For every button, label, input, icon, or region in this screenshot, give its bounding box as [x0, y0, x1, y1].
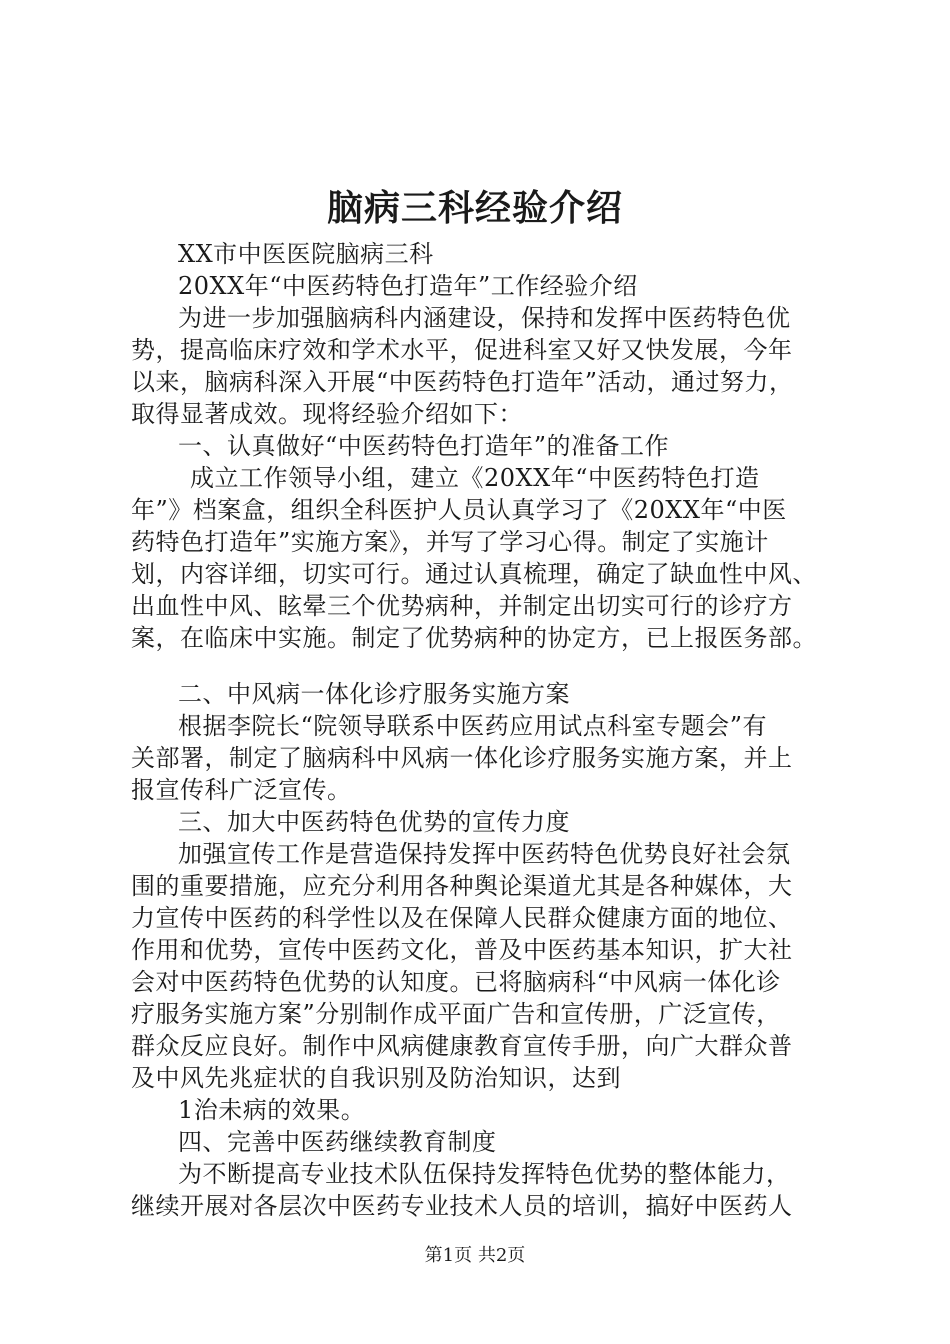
paragraph-line: 力宣传中医药的科学性以及在保障人民群众健康方面的地位、	[131, 904, 793, 932]
paragraph-line: 继续开展对各层次中医药专业技术人员的培训，搞好中医药人	[131, 1192, 793, 1220]
paragraph-line: 疗服务实施方案”分别制作成平面广告和宣传册，广泛宣传，	[131, 1000, 781, 1028]
paragraph-line: 报宣传科广泛宣传。	[131, 776, 352, 804]
paragraph-line: 关部署，制定了脑病科中风病一体化诊疗服务实施方案，并上	[131, 744, 793, 772]
paragraph-line: 以来，脑病科深入开展“中医药特色打造年”活动，通过努力，	[131, 368, 794, 396]
section-heading: 一、认真做好“中医药特色打造年”的准备工作	[178, 432, 670, 460]
paragraph-line: 根据李院长“院领导联系中医药应用试点科室专题会”有	[178, 712, 768, 740]
paragraph-line: 为不断提高专业技术队伍保持发挥特色优势的整体能力，	[178, 1160, 791, 1188]
paragraph-line: 会对中医药特色优势的认知度。已将脑病科“中风病一体化诊	[131, 968, 781, 996]
subtitle-line: 20XX年“中医药特色打造年”工作经验介绍	[178, 272, 638, 300]
document-title: 脑病三科经验介绍	[326, 187, 623, 229]
section-heading: 三、加大中医药特色优势的宣传力度	[178, 808, 570, 836]
paragraph-line: 出血性中风、眩晕三个优势病种，并制定出切实可行的诊疗方	[131, 592, 793, 620]
page-footer: 第1页 共2页	[424, 1245, 526, 1266]
paragraph-line: 案，在临床中实施。制定了优势病种的协定方，已上报医务部。	[131, 624, 817, 652]
paragraph-line: 作用和优势，宣传中医药文化，普及中医药基本知识，扩大社	[131, 936, 793, 964]
paragraph-line: 及中风先兆症状的自我识别及防治知识，达到	[131, 1064, 621, 1092]
paragraph-line: 加强宣传工作是营造保持发挥中医药特色优势良好社会氛	[178, 840, 791, 868]
paragraph-line: 群众反应良好。制作中风病健康教育宣传手册，向广大群众普	[131, 1032, 793, 1060]
paragraph-line: 年”》档案盒，组织全科医护人员认真学习了《20XX年“中医	[131, 496, 787, 524]
section-heading: 四、完善中医药继续教育制度	[178, 1128, 497, 1156]
org-line: XX市中医医院脑病三科	[178, 240, 434, 268]
paragraph-line: 1治未病的效果。	[178, 1096, 366, 1124]
paragraph-line: 取得显著成效。现将经验介绍如下：	[131, 400, 523, 428]
paragraph-line: 为进一步加强脑病科内涵建设，保持和发挥中医药特色优	[178, 304, 791, 332]
paragraph-line: 成立工作领导小组，建立《20XX年“中医药特色打造	[190, 464, 760, 492]
section-heading: 二、中风病一体化诊疗服务实施方案	[178, 680, 570, 708]
paragraph-line: 药特色打造年”实施方案》，并写了学习心得。制定了实施计	[131, 528, 769, 556]
paragraph-line: 围的重要措施，应充分利用各种舆论渠道尤其是各种媒体，大	[131, 872, 793, 900]
paragraph-line: 势，提高临床疗效和学术水平，促进科室又好又快发展，今年	[131, 336, 793, 364]
paragraph-line: 划，内容详细，切实可行。通过认真梳理，确定了缺血性中风、	[131, 560, 817, 588]
